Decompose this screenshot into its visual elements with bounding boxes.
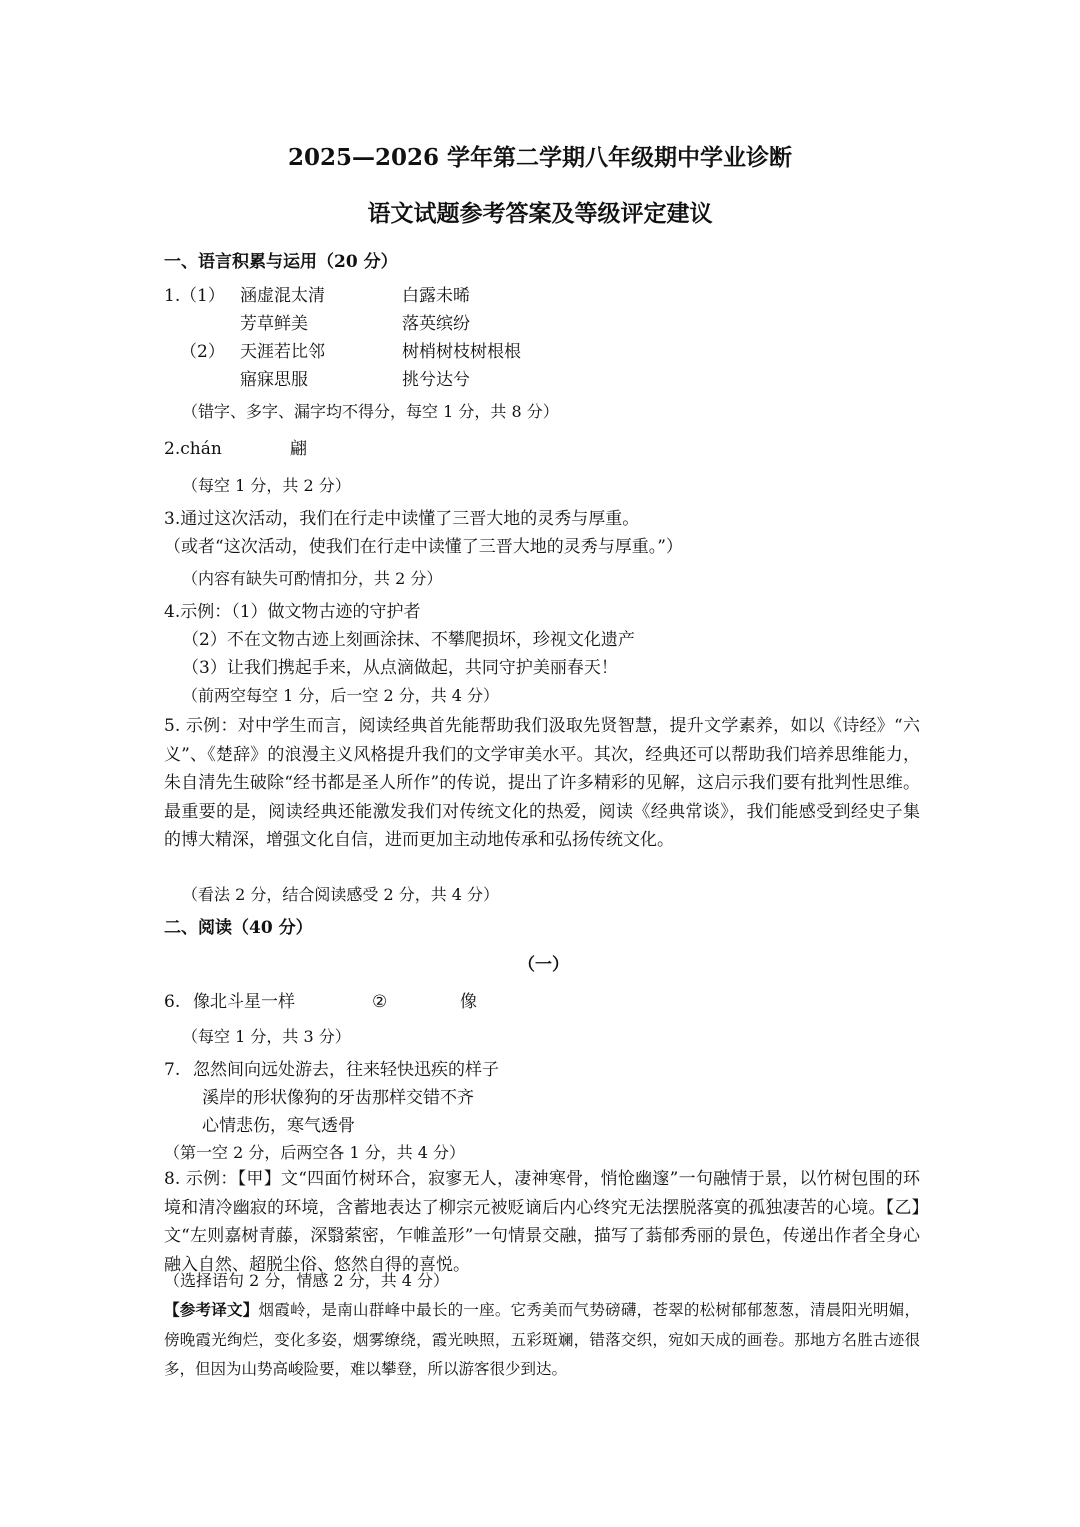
- section-heading-1: 一、语言积累与运用（20 分）: [164, 252, 398, 272]
- q8-score-note: （选择语句 2 分，情感 2 分，共 4 分）: [164, 1271, 450, 1290]
- q7-answer-1: 忽然间向远处游去，往来轻快迅疾的样子: [193, 1060, 499, 1080]
- q1-answer-7: 寤寐思服: [240, 370, 308, 390]
- q7-answer-3: 心情悲伤，寒气透骨: [202, 1116, 355, 1136]
- q1-answer-4: 落英缤纷: [402, 314, 470, 334]
- q7-number: 7.: [164, 1060, 181, 1080]
- reference-translation: [164, 1295, 920, 1385]
- q2-score-note: （每空 1 分，共 2 分）: [182, 476, 351, 495]
- q1-answer-3: 芳草鲜美: [240, 314, 308, 334]
- q6-answer-1: 像北斗星一样: [193, 992, 295, 1012]
- q4-answer-1: 4.示例：（1）做文物古迹的守护者: [164, 602, 421, 622]
- subsection-heading: （一）: [518, 955, 569, 975]
- q2-answer-2: 翩: [290, 439, 307, 459]
- q4-answer-3: （3）让我们携起手来，从点滴做起，共同守护美丽春天！: [182, 658, 618, 678]
- q1-answer-1: 涵虚混太清: [240, 286, 325, 306]
- q4-answer-2: （2）不在文物古迹上刻画涂抹、不攀爬损坏，珍视文化遗产: [182, 630, 635, 650]
- q1-answer-2: 白露未晞: [402, 286, 470, 306]
- translation-label: 【参考译文】: [164, 1300, 259, 1319]
- q8-answer: 8. 示例：【甲】文“四面竹树环合，寂寥无人，凄神寒骨，悄怆幽邃”一句融情于景，以竹树包围的环境和清冷幽寂的环境，含蓄地表达了柳宗元被贬谪后内心终究无法摆脱落寞的孤独凄苦的心境。【乙】文“左则嘉树青藤，深翳萦密，乍帷盖形”一句情景交融，描写了蓊郁秀丽的景色，传递出作者全身心融入自然、超脱尘俗、悠然自得的喜悦。: [164, 1169, 920, 1275]
- q6-answer-2: ②: [372, 992, 388, 1012]
- page-subtitle: 语文试题参考答案及等级评定建议: [367, 200, 713, 227]
- q1-part2-label: （2）: [180, 342, 225, 362]
- q6-answer-3: 像: [460, 992, 477, 1012]
- q3-score-note: （内容有缺失可酌情扣分，共 2 分）: [182, 569, 443, 588]
- q6-score-note: （每空 1 分，共 3 分）: [182, 1027, 351, 1046]
- q1-number: 1.: [164, 286, 181, 306]
- q1-answer-8: 挑兮达兮: [402, 370, 470, 390]
- q1-answer-5: 天涯若比邻: [240, 342, 325, 362]
- q5-score-note: （看法 2 分，结合阅读感受 2 分，共 4 分）: [182, 885, 500, 904]
- q1-answer-6: 树梢树枝树根根: [402, 342, 521, 362]
- q1-part1-label: （1）: [180, 286, 225, 306]
- translation-text: 烟霞岭，是南山群峰中最长的一座。它秀美而气势磅礴，苍翠的松树郁郁葱葱，清晨阳光明媚，傍晚霞光绚烂，变化多姿，烟雾缭绕，霞光映照，五彩斑斓，错落交织，宛如天成的画卷。那地方名胜古迹很多，但因为山势高峻险要，难以攀登，所以游客很少到达。: [164, 1301, 920, 1378]
- q7-answer-2: 溪岸的形状像狗的牙齿那样交错不齐: [202, 1088, 474, 1108]
- q3-answer: 3.通过这次活动，我们在行走中读懂了三晋大地的灵秀与厚重。: [164, 509, 640, 529]
- q1-score-note: （错字、多字、漏字均不得分，每空 1 分，共 8 分）: [182, 402, 559, 421]
- q7-score-note: （第一空 2 分，后两空各 1 分，共 4 分）: [164, 1143, 466, 1162]
- q4-score-note: （前两空每空 1 分，后一空 2 分，共 4 分）: [182, 686, 500, 705]
- q2-answer-1: 2.chán: [164, 439, 222, 459]
- page-title: 2025—2026 学年第二学期八年级期中学业诊断: [287, 144, 793, 171]
- q3-alt-answer: （或者“这次活动，使我们在行走中读懂了三晋大地的灵秀与厚重。”）: [164, 537, 683, 557]
- section-heading-2: 二、阅读（40 分）: [164, 918, 313, 938]
- q6-number: 6.: [164, 992, 181, 1012]
- q5-answer: 5. 示例：对中学生而言，阅读经典首先能帮助我们汲取先贤智慧，提升文学素养，如以《诗经》“六义”、《楚辞》的浪漫主义风格提升我们的文学审美水平。其次，经典还可以帮助我们培养思维能力，朱自清先生破除“经书都是圣人所作”的传说，提出了许多精彩的见解，这启示我们要有批判性思维。最重要的是，阅读经典还能激发我们对传统文化的热爱，阅读《经典常谈》，我们能感受到经史子集的博大精深，增强文化自信，进而更加主动地传承和弘扬传统文化。: [164, 716, 920, 851]
